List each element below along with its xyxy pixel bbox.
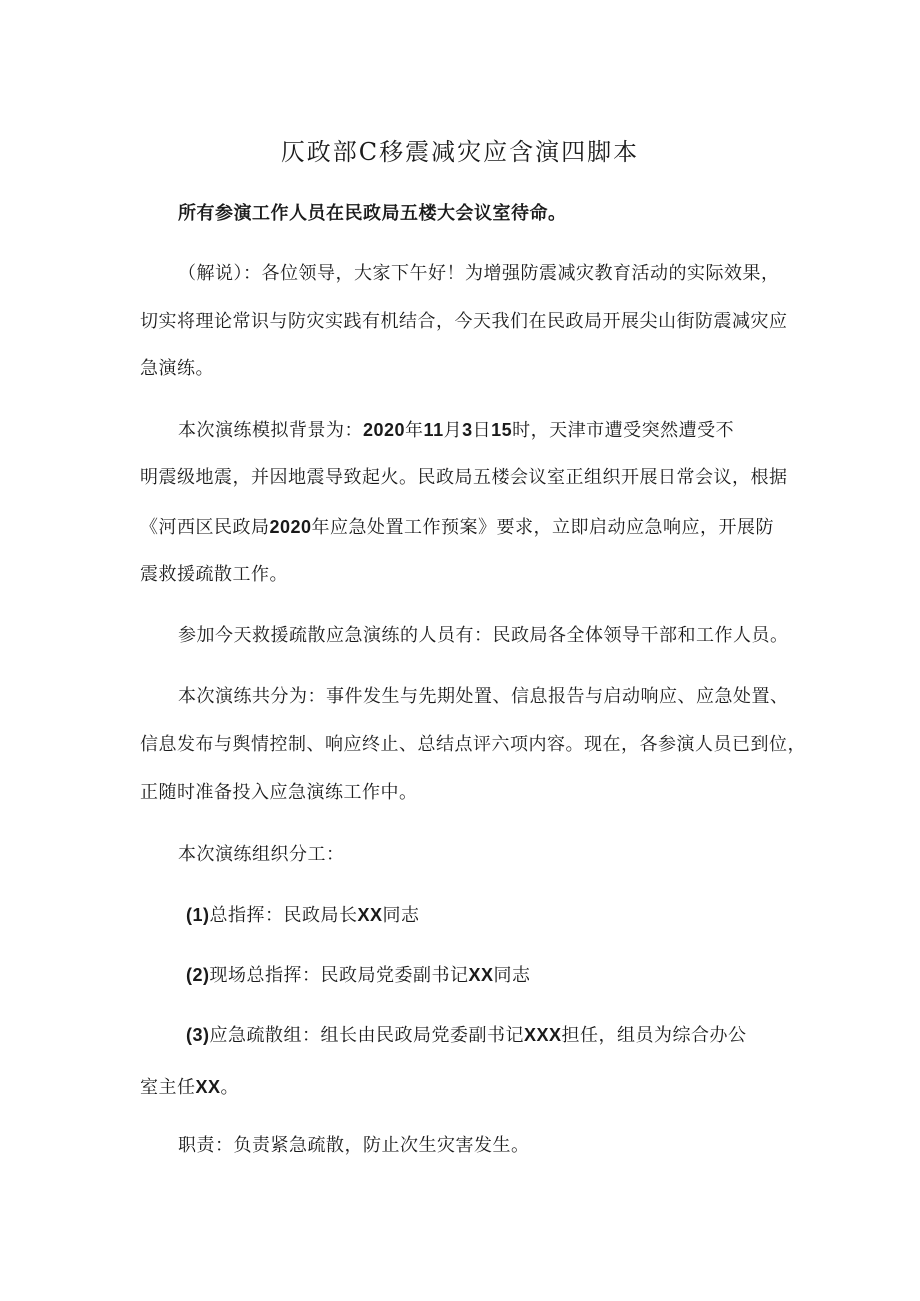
role-cont-end: 。: [220, 1077, 240, 1098]
background-text-b: 年: [405, 420, 424, 441]
duty-paragraph: 职责：负责紧急疏散，防止次生灾害发生。: [178, 1135, 530, 1156]
role-item-3-continued: [140, 1075, 239, 1100]
background-text-e: 时，天津市遭受突然遭受不: [512, 420, 735, 441]
role-suffix: 同志: [493, 965, 531, 986]
background-line-2: 明震级地震，并因地震导致起火。民政局五楼会议室正组织开展日常会议，根据: [140, 467, 788, 488]
division-heading: 本次演练组织分工：: [178, 844, 345, 865]
participants-paragraph: 参加今天救援疏散应急演练的人员有：民政局各全体领导干部和工作人员。: [178, 625, 789, 646]
intro-line-1: （解说）：各位领导，大家下午好！为增强防震减灾教育活动的实际效果，: [178, 263, 780, 284]
role-item-1: [186, 903, 420, 928]
role-number: (2): [186, 965, 210, 985]
role-cont-text: 室主任: [140, 1077, 196, 1098]
background-hour: 15: [491, 420, 513, 440]
role-number: (3): [186, 1025, 210, 1045]
role-text: 总指挥：民政局长: [209, 905, 358, 926]
phases-line-1: 本次演练共分为：事件发生与先期处置、信息报告与启动响应、应急处置、: [178, 686, 789, 707]
role-text: 现场总指挥：民政局党委副书记: [209, 965, 469, 986]
background-line-1: [178, 418, 734, 443]
background-day: 3: [462, 420, 473, 440]
background-plan-year: 2020: [269, 517, 312, 537]
page-title: 仄政部C移震减灾应含演四脚本: [280, 138, 640, 166]
background-year: 2020: [363, 420, 406, 440]
background-text-c: 月: [443, 420, 463, 441]
role-item-2: [186, 963, 531, 988]
phases-line-2: 信息发布与舆情控制、响应终止、总结点评六项内容。现在，各参演人员已到位，: [140, 734, 806, 755]
role-name: XXX: [524, 1025, 562, 1045]
role-item-3: [186, 1023, 747, 1048]
role-name: XX: [357, 905, 383, 925]
background-text-a: 本次演练模拟背景为：: [178, 420, 363, 441]
role-text: 应急疏散组：组长由民政局党委副书记: [209, 1025, 524, 1046]
background-plan-text-a: 《河西区民政局: [140, 517, 270, 538]
background-line-3: [140, 515, 774, 540]
background-month: 11: [423, 420, 444, 440]
background-text-d: 日: [472, 420, 492, 441]
role-cont-name: XX: [195, 1077, 221, 1097]
role-suffix: 担任，组员为综合办公: [561, 1025, 747, 1046]
role-suffix: 同志: [382, 905, 420, 926]
background-plan-text-b: 年应急处置工作预案》要求，立即启动应急响应，开展防: [311, 517, 775, 538]
role-name: XX: [468, 965, 494, 985]
background-line-4: 震救援疏散工作。: [140, 564, 288, 585]
role-number: (1): [186, 905, 210, 925]
intro-line-3: 急演练。: [140, 358, 214, 379]
phases-line-3: 正随时准备投入应急演练工作中。: [140, 782, 418, 803]
intro-line-2: 切实将理论常识与防灾实践有机结合，今天我们在民政局开展尖山街防震减灾应: [140, 311, 788, 332]
lead-statement: 所有参演工作人员在民政局五楼大会议室待命。: [178, 203, 567, 224]
